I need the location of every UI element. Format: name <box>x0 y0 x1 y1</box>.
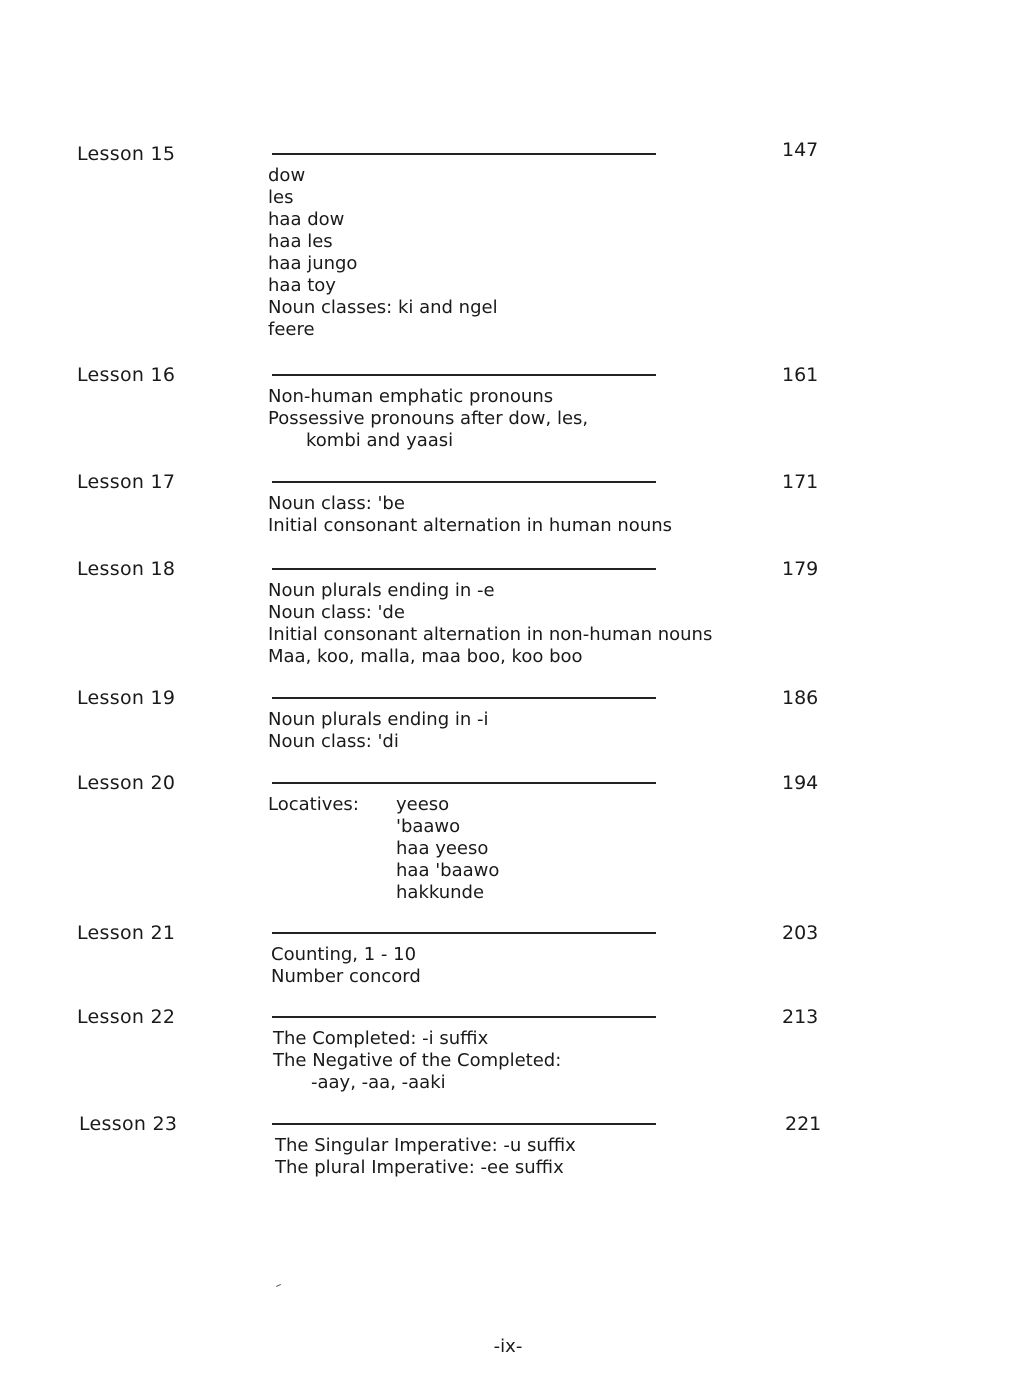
topic: Noun plurals ending in -e <box>268 580 495 601</box>
topic: Initial consonant alternation in non-human nouns <box>268 624 713 645</box>
topic-list <box>268 165 498 341</box>
lesson-title: Lesson 18 <box>77 558 176 580</box>
lesson-title: Lesson 17 <box>77 471 176 493</box>
lesson-title: Lesson 22 <box>77 1006 176 1028</box>
locatives-label: Locatives: <box>268 794 359 815</box>
locative-term: yeeso <box>396 794 450 815</box>
topic: Noun class: 'de <box>268 602 405 623</box>
topic: The Singular Imperative: -u suffix <box>275 1135 576 1156</box>
leader-rule <box>272 1123 656 1125</box>
topic-list <box>273 1028 561 1094</box>
page-number: 179 <box>782 558 819 580</box>
leader-rule <box>272 697 656 699</box>
topic: Noun class: 'be <box>268 493 405 514</box>
lesson-title: Lesson 21 <box>77 922 176 944</box>
lesson-title: Lesson 23 <box>79 1113 178 1135</box>
page-number: 147 <box>782 139 819 161</box>
topic-list <box>275 1135 576 1179</box>
leader-rule <box>272 782 656 784</box>
topic: haa jungo <box>268 253 358 274</box>
lesson-title: Lesson 16 <box>77 364 176 386</box>
topic: Possessive pronouns after dow, les, <box>268 408 589 429</box>
lesson-title: Lesson 15 <box>77 143 176 165</box>
page-number: 186 <box>782 687 819 709</box>
topic-list <box>271 944 421 988</box>
lesson-title: Lesson 20 <box>77 772 176 794</box>
leader-rule <box>272 932 656 934</box>
locatives-row <box>268 794 499 904</box>
topic: kombi and yaasi <box>306 430 454 451</box>
page-number: 213 <box>782 1006 819 1028</box>
topic: The Completed: -i suffix <box>273 1028 489 1049</box>
topic: Noun plurals ending in -i <box>268 709 489 730</box>
topic: dow <box>268 165 306 186</box>
topic-list <box>268 580 712 668</box>
stray-mark <box>276 1284 281 1287</box>
topic: The Negative of the Completed: <box>273 1050 562 1071</box>
locative-term: hakkunde <box>396 882 485 903</box>
topic: Noun classes: ki and ngel <box>268 297 498 318</box>
topic-list <box>268 709 488 753</box>
topic: haa les <box>268 231 333 252</box>
topic: haa toy <box>268 275 336 296</box>
page-number: 194 <box>782 772 819 794</box>
locatives-terms <box>396 794 499 904</box>
locative-term: haa 'baawo <box>396 860 500 881</box>
topic: Counting, 1 - 10 <box>271 944 417 965</box>
topic-list <box>268 794 499 904</box>
locative-term: haa yeeso <box>396 838 489 859</box>
leader-rule <box>272 481 656 483</box>
topic: Initial consonant alternation in human nouns <box>268 515 673 536</box>
locative-term: 'baawo <box>396 816 461 837</box>
leader-rule <box>272 374 656 376</box>
leader-rule <box>272 568 656 570</box>
topic: les <box>268 187 294 208</box>
topic: Noun class: 'di <box>268 731 399 752</box>
topic: Non-human emphatic pronouns <box>268 386 554 407</box>
leader-rule <box>272 1016 656 1018</box>
page-number: 171 <box>782 471 819 493</box>
page-footer-number: -ix- <box>493 1336 523 1357</box>
lesson-title: Lesson 19 <box>77 687 176 709</box>
page-number: 161 <box>782 364 819 386</box>
page-number: 221 <box>785 1113 822 1135</box>
leader-rule <box>272 153 656 155</box>
topic: Maa, koo, malla, maa boo, koo boo <box>268 646 583 667</box>
page-number: 203 <box>782 922 819 944</box>
topic-list <box>268 386 588 452</box>
topic: feere <box>268 319 315 340</box>
topic: Number concord <box>271 966 421 987</box>
topic-list <box>268 493 672 537</box>
topic: haa dow <box>268 209 345 230</box>
topic: -aay, -aa, -aaki <box>311 1072 446 1093</box>
topic: The plural Imperative: -ee suffix <box>275 1157 564 1178</box>
